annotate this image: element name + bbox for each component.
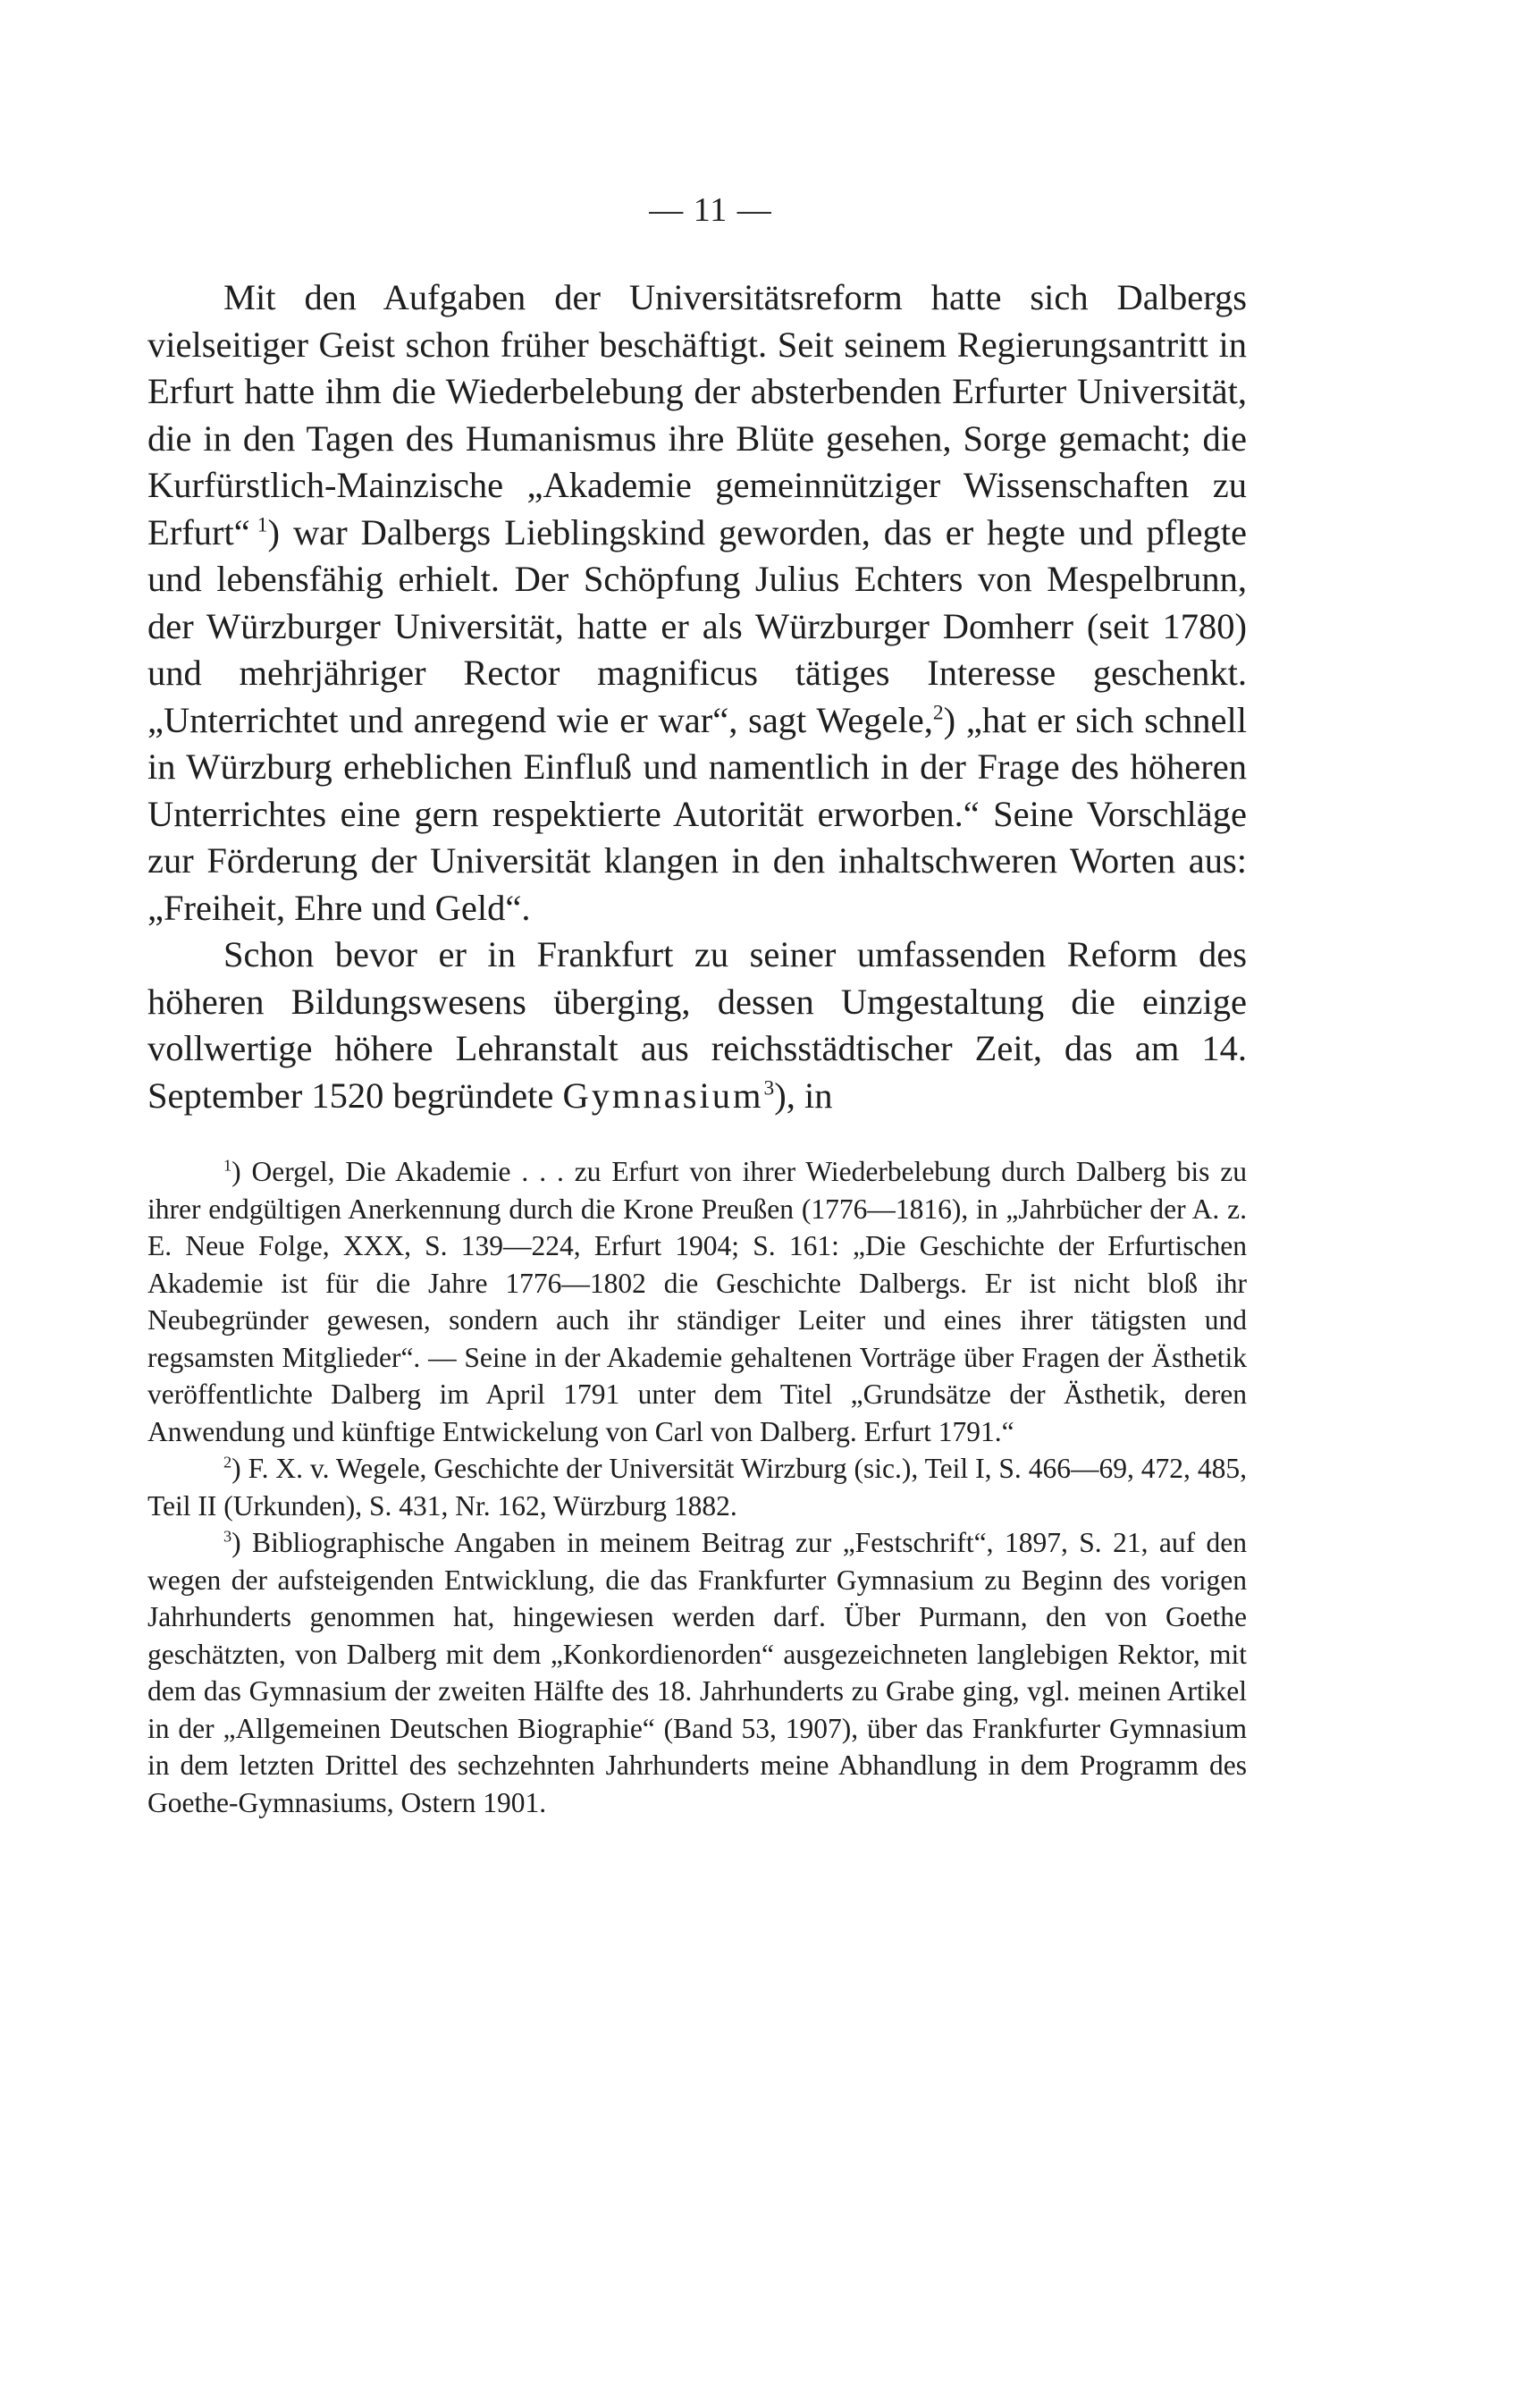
footnote-2-text: ) F. X. v. Wegele, Geschichte der Universität Wirzburg (sic.), Teil I, S. 466—69, 472, 485, Teil II (Urkunden), S. 431, Nr. 162, Würzburg 1882. xyxy=(147,1453,1247,1522)
footnote-marker-1: 1 xyxy=(223,1156,232,1175)
footnote-3 xyxy=(147,1524,1247,1821)
footnote-marker-2: 2 xyxy=(223,1453,232,1471)
footnote-ref-1: 1 xyxy=(257,513,268,536)
page-number: — 11 — xyxy=(649,191,772,229)
footnote-marker-3: 3 xyxy=(223,1527,232,1546)
paragraph-1 xyxy=(147,274,1247,932)
paragraph-1-text-b: ) war Dalbergs Lieblingskind geworden, das er hegte und pflegte und lebensfähig erhielt. Der Schöpfung Julius Echters von Mespelbrunn, der Würzburger Universität, hatte er als Würzburger Domherr (seit 1780) und mehrjähriger Rector magnificus tätiges Interesse geschenkt. „Unterrichtet und anregend wie er war“, sagt Wegele, xyxy=(147,511,1247,740)
footnote-ref-3: 3 xyxy=(763,1076,775,1100)
paragraph-1-text-c: ) „hat er sich schnell in Würzburg erheblichen Einfluß und namentlich in der Frage des höheren Unterrichtes eine gern respektierte Autorität erworben.“ Seine Vorschläge zur Förderung der Universität klangen in den inhaltschweren Worten aus: „Freiheit, Ehre und Geld“. xyxy=(147,699,1248,928)
paragraph-2-text-a: Schon bevor er in Frankfurt zu seiner umfassenden Reform des höheren Bildungswesens überging, dessen Umgestaltung die einzige vollwertige höhere Lehranstalt aus reichsstädtischer Zeit, das am 14. September 1520 begründete xyxy=(147,934,1247,1116)
paragraph-2 xyxy=(147,932,1247,1119)
footnote-ref-2: 2 xyxy=(932,701,944,724)
footnote-3-text: ) Bibliographische Angaben in meinem Beitrag zur „Festschrift“, 1897, S. 21, auf den wegen der aufsteigenden Entwicklung, die das Frankfurter Gymnasium zu Beginn des vorigen Jahrhunderts genommen hat, hingewiesen werden darf. Über Purmann, den von Goethe geschätzten, von Dalberg mit dem „Konkordienorden“ ausgezeichneten langlebigen Rektor, mit dem das Gymnasium der zweiten Hälfte des 18. Jahrhunderts zu Grabe ging, vgl. meinen Artikel in der „Allgemeinen Deutschen Biographie“ (Band 53, 1907), über das Frankfurter Gymnasium in dem letzten Drittel des sechzehnten Jahrhunderts meine Abhandlung in dem Programm des Goethe-Gymnasiums, Ostern 1901. xyxy=(147,1527,1247,1818)
main-text xyxy=(147,274,1247,1119)
footnote-2 xyxy=(147,1450,1247,1524)
footnote-1 xyxy=(147,1153,1247,1450)
paragraph-2-text-b: ), in xyxy=(774,1075,833,1116)
footnote-1-text: ) Oergel, Die Akademie . . . zu Erfurt von ihrer Wiederbelebung durch Dalberg bis zu ihrer endgültigen Anerkennung durch die Krone Preußen (1776—1816), in „Jahrbücher der A. z. E. Neue Folge, XXX, S. 139—224, Erfurt 1904; S. 161: „Die Geschichte der Erfurtischen Akademie ist für die Jahre 1776—1802 die Geschichte Dalbergs. Er ist nicht bloß ihr Neubegründer gewesen, sondern auch ihr ständiger Leiter und eines ihrer tätigsten und regsamsten Mitglieder“. — Seine in der Akademie gehaltenen Vorträge über Fragen der Ästhetik veröffentlichte Dalberg im April 1791 unter dem Titel „Grundsätze der Ästhetik, deren Anwendung und künftige Entwickelung von Carl von Dalberg. Erfurt 1791.“ xyxy=(147,1156,1247,1447)
spaced-word-gymnasium: Gymnasium xyxy=(562,1075,764,1116)
book-page xyxy=(147,183,1247,2329)
paragraph-1-text-a: Mit den Aufgaben der Universitätsreform hatte sich Dalbergs vielseitiger Geist schon früher beschäftigt. Seit seinem Regierungsantritt in Erfurt hatte ihm die Wiederbelebung der absterbenden Erfurter Universität, die in den Tagen des Humanismus ihre Blüte gesehen, Sorge gemacht; die Kurfürstlich-Mainzische „Akademie gemeinnütziger Wissenschaften zu Erfurt“ xyxy=(147,277,1247,552)
footnotes xyxy=(147,1153,1247,1821)
